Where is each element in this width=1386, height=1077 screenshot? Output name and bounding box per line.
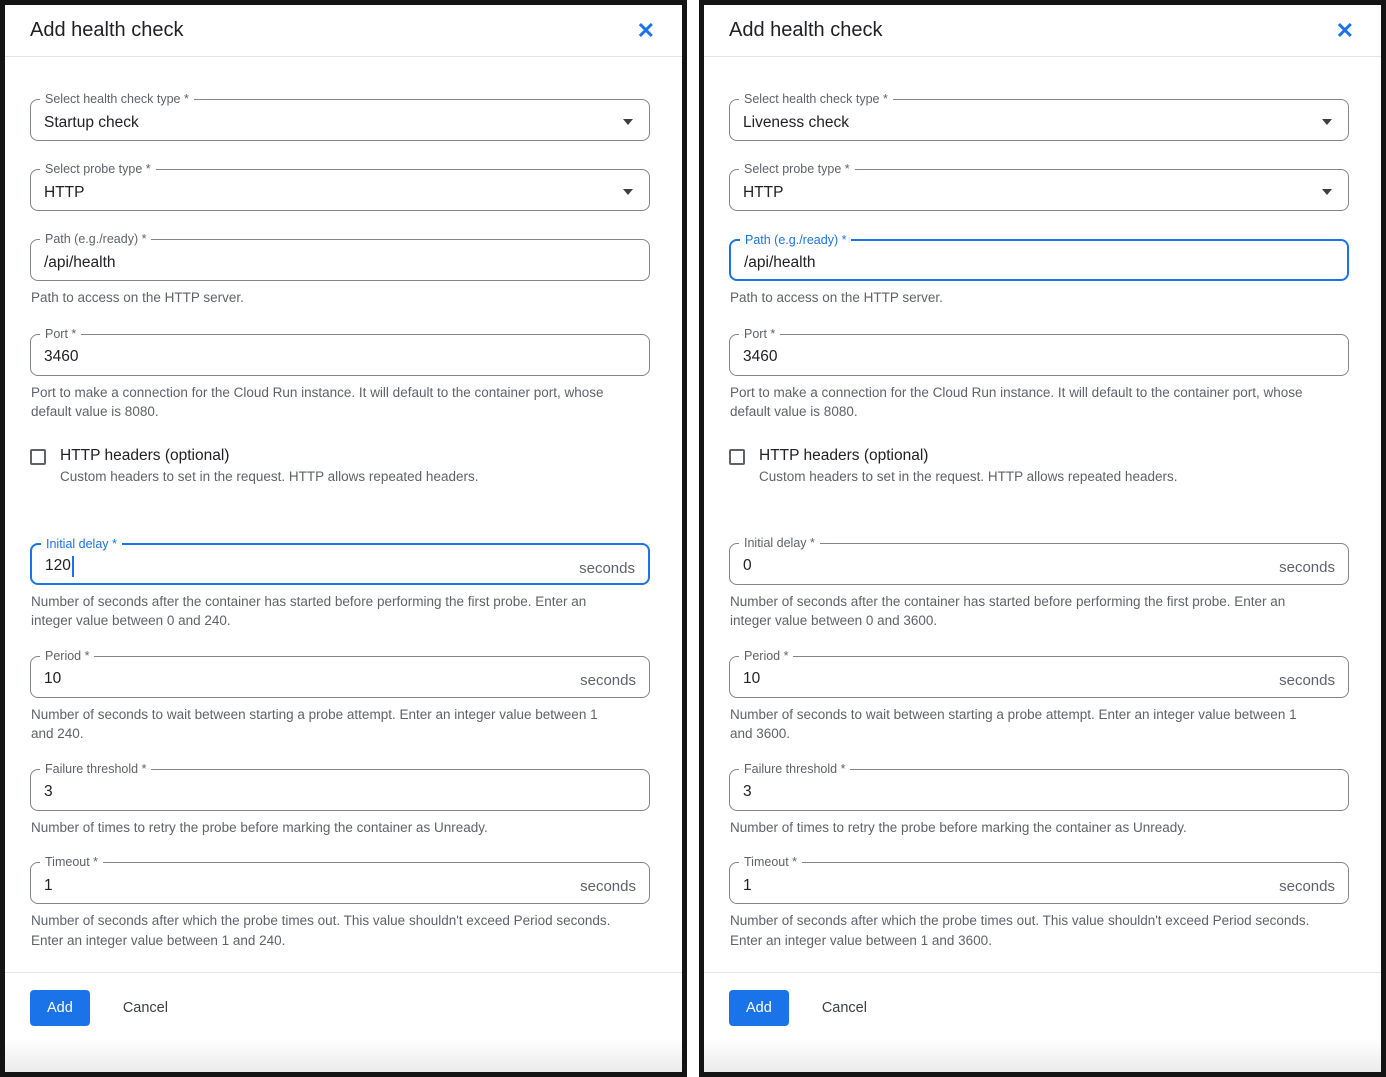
timeout-input[interactable] [730, 863, 1348, 903]
chevron-down-icon [1322, 119, 1332, 125]
add-button[interactable]: Add [729, 990, 789, 1026]
path-helper: Path to access on the HTTP server. [31, 290, 244, 305]
http-headers-label: HTTP headers (optional) [60, 446, 230, 464]
dialog-title: Add health check [729, 19, 883, 41]
dialog-startup-check [0, 0, 687, 1077]
period-helper: Number of seconds to wait between starting a probe attempt. Enter an integer value between 1 and 240. [31, 706, 598, 742]
timeout-label: Timeout * [40, 854, 103, 871]
initial-delay-unit: seconds [579, 559, 635, 577]
period-label: Period * [40, 648, 94, 665]
timeout-label: Timeout * [739, 854, 802, 871]
http-headers-checkbox[interactable] [729, 449, 745, 465]
http-headers-text [60, 446, 478, 487]
timeout-group [30, 855, 650, 950]
close-icon[interactable]: ✕ [636, 17, 655, 43]
port-helper: Port to make a connection for the Cloud Run instance. It will default to the container port, whose default value is 8080. [31, 384, 604, 420]
add-button[interactable]: Add [30, 990, 90, 1026]
period-group [729, 648, 1349, 744]
initial-delay-label: Initial delay * [739, 535, 820, 552]
dialog-header [704, 5, 1381, 57]
path-label: Path (e.g./ready) * [40, 231, 151, 248]
port-helper: Port to make a connection for the Cloud Run instance. It will default to the container port, whose default value is 8080. [730, 384, 1303, 420]
failure-threshold-group [30, 761, 650, 838]
period-unit: seconds [1279, 671, 1335, 689]
chevron-down-icon [623, 119, 633, 125]
port-field[interactable] [30, 326, 650, 376]
chevron-down-icon [623, 189, 633, 195]
dialog-title: Add health check [30, 19, 184, 41]
probe-type-select[interactable] [729, 162, 1349, 211]
cancel-button[interactable]: Cancel [821, 1000, 867, 1016]
probe-type-group [30, 162, 650, 211]
dialog-liveness-check [699, 0, 1386, 1077]
probe-type-label: Select probe type * [739, 161, 855, 178]
period-group [30, 648, 650, 744]
dialog-body [704, 57, 1381, 951]
close-icon[interactable]: ✕ [1335, 17, 1354, 43]
health-check-type-select[interactable] [30, 92, 650, 141]
timeout-input[interactable] [31, 863, 649, 903]
failure-threshold-helper: Number of times to retry the probe before marking the container as Unready. [730, 819, 1187, 835]
initial-delay-unit: seconds [1279, 558, 1335, 576]
failure-threshold-group [729, 761, 1349, 838]
port-input[interactable] [730, 335, 1348, 375]
timeout-unit: seconds [1279, 878, 1335, 896]
dialog-footer [704, 972, 1381, 1072]
http-headers-label: HTTP headers (optional) [759, 446, 929, 464]
probe-type-label: Select probe type * [40, 161, 156, 178]
initial-delay-input[interactable] [32, 545, 648, 583]
dialog-footer [5, 972, 682, 1072]
port-field[interactable] [729, 326, 1349, 376]
period-label: Period * [739, 648, 793, 665]
dialog-header [5, 5, 682, 57]
period-field[interactable] [30, 648, 650, 698]
initial-delay-group [729, 535, 1349, 631]
health-check-type-group [30, 92, 650, 141]
chevron-down-icon [1322, 189, 1332, 195]
failure-threshold-helper: Number of times to retry the probe before marking the container as Unready. [31, 819, 488, 835]
health-check-type-label: Select health check type * [739, 91, 893, 108]
initial-delay-input[interactable] [730, 544, 1348, 584]
failure-threshold-label: Failure threshold * [739, 761, 850, 778]
dialog-body [5, 57, 682, 951]
health-check-type-select[interactable] [729, 92, 1349, 141]
path-group [30, 232, 650, 308]
failure-threshold-field[interactable] [729, 761, 1349, 811]
bottom-fade [704, 1039, 1381, 1072]
initial-delay-label: Initial delay * [41, 536, 122, 553]
probe-type-select[interactable] [30, 162, 650, 211]
timeout-field[interactable] [729, 855, 1349, 904]
timeout-helper: Number of seconds after which the probe times out. This value shouldn't exceed Period seconds. Enter an integer value between 1 and 240. [31, 913, 611, 948]
initial-delay-field[interactable] [30, 536, 650, 585]
path-group [729, 233, 1349, 308]
path-helper: Path to access on the HTTP server. [730, 290, 943, 305]
port-group [30, 326, 650, 422]
initial-delay-helper: Number of seconds after the container has started before performing the first probe. Enter an integer value between 0 and 3600. [730, 593, 1286, 629]
http-headers-group [729, 446, 1349, 487]
http-headers-checkbox[interactable] [30, 449, 46, 465]
period-helper: Number of seconds to wait between starting a probe attempt. Enter an integer value between 1 and 3600. [730, 706, 1297, 742]
failure-threshold-label: Failure threshold * [40, 761, 151, 778]
port-label: Port * [739, 326, 780, 343]
cancel-button[interactable]: Cancel [122, 1000, 168, 1016]
path-label: Path (e.g./ready) * [740, 232, 851, 249]
http-headers-helper: Custom headers to set in the request. HTTP allows repeated headers. [759, 468, 1178, 484]
http-headers-group [30, 446, 650, 487]
initial-delay-group [30, 536, 650, 631]
path-field[interactable] [729, 233, 1349, 281]
timeout-unit: seconds [580, 878, 636, 896]
period-input[interactable] [31, 657, 649, 697]
health-check-type-label: Select health check type * [40, 91, 194, 108]
timeout-helper: Number of seconds after which the probe times out. This value shouldn't exceed Period seconds. Enter an integer value between 1 and 3600. [730, 913, 1310, 948]
http-headers-text [759, 446, 1177, 487]
http-headers-helper: Custom headers to set in the request. HTTP allows repeated headers. [60, 468, 479, 484]
period-field[interactable] [729, 648, 1349, 698]
timeout-group [729, 855, 1349, 950]
timeout-field[interactable] [30, 855, 650, 904]
period-input[interactable] [730, 657, 1348, 697]
path-field[interactable] [30, 232, 650, 281]
port-input[interactable] [31, 335, 649, 375]
initial-delay-field[interactable] [729, 535, 1349, 585]
bottom-fade [5, 1039, 682, 1072]
probe-type-group [729, 162, 1349, 211]
health-check-type-group [729, 92, 1349, 141]
text-cursor [72, 556, 74, 577]
port-label: Port * [40, 326, 81, 343]
period-unit: seconds [580, 671, 636, 689]
port-group [729, 326, 1349, 422]
initial-delay-helper: Number of seconds after the container has started before performing the first probe. Enter an integer value between 0 and 240. [31, 593, 587, 629]
failure-threshold-field[interactable] [30, 761, 650, 811]
